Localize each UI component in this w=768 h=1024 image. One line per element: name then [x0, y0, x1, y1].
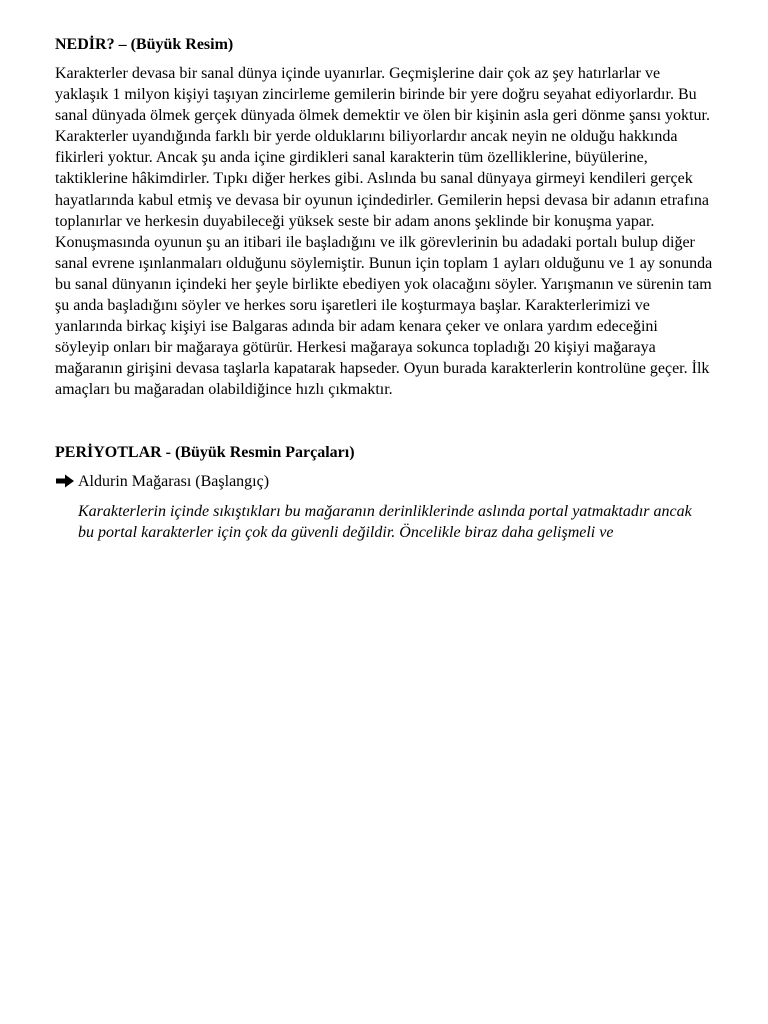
arrow-right-icon	[55, 474, 75, 488]
italic-paragraph-aldurin: Karakterlerin içinde sıkıştıkları bu mağaranın derinliklerinde aslında portal yatmaktadır ancak bu portal karakterler için çok da güvenli değildir. Öncelikle biraz daha gelişmeli ve	[78, 502, 692, 541]
bullet-item-aldurin	[55, 471, 715, 492]
body-paragraph-big-picture: Karakterler devasa bir sanal dünya içinde uyanırlar. Geçmişlerine dair çok az şey hatırlarlar ve yaklaşık 1 milyon kişiyi taşıyan zincirleme gemilerin birinde bir yere doğru seyahat ediyorlardır. Bu sanal dünyada ölmek gerçek dünyada ölmek demektir ve ölen bir kişinin asla geri dönme şansı yoktur. Karakterler uyandığında farklı bir yerde olduklarını biliyorlardır ancak neyin ne olduğu hakkında fikirleri yoktur. Ancak şu anda içine girdikleri sanal karakterin tüm özelliklerine, büyülerine, taktiklerine hâkimdirler. Tıpkı diğer herkes gibi. Aslında bu sanal dünyaya girmeyi kendileri gerçek hayatlarında kabul etmiş ve devasa bir oyunun içindedirler. Gemilerin hepsi devasa bir adanın etrafına toplanırlar ve herkesin duyabileceği yüksek seste bir adam anons şeklinde bir konuşma yapar. Konuşmasında oyunun şu an itibari ile başladığını ve ilk görevlerinin bu adadaki portalı bulup diğer sanal evrene ışınlanmaları olduğunu söylemiştir. Bunun için toplam 1 ayları olduğunu ve 1 ay sonunda bu sanal dünyanın içindeki her şeyle birlikte ebediyen yok olacağını söyler. Yarışmanın ve sürenin tam şu anda başladığını söyler ve herkes soru işaretleri ile koşturmaya başlar. Karakterlerimizi ve yanlarında birkaç kişiyi ise Balgaras adında bir adam kenara çeker ve onlara yardım edeceğini söyleyip onları bir mağaraya götürür. Herkesi mağaraya sokunca topladığı 20 kişiyi mağaraya mağaranın girişini devasa taşlarla kapatarak hapseder. Oyun burada karakterlerin kontrolüne geçer. İlk amaçları bu mağaradan olabildiğince hızlı çıkmaktır.	[55, 65, 713, 399]
section-heading-nedir: NEDİR? – (Büyük Resim)	[55, 36, 234, 53]
document-page	[55, 34, 715, 544]
section-heading-periyotlar: PERİYOTLAR - (Büyük Resmin Parçaları)	[55, 443, 355, 461]
bullet-label: Aldurin Mağarası (Başlangıç)	[78, 472, 270, 490]
